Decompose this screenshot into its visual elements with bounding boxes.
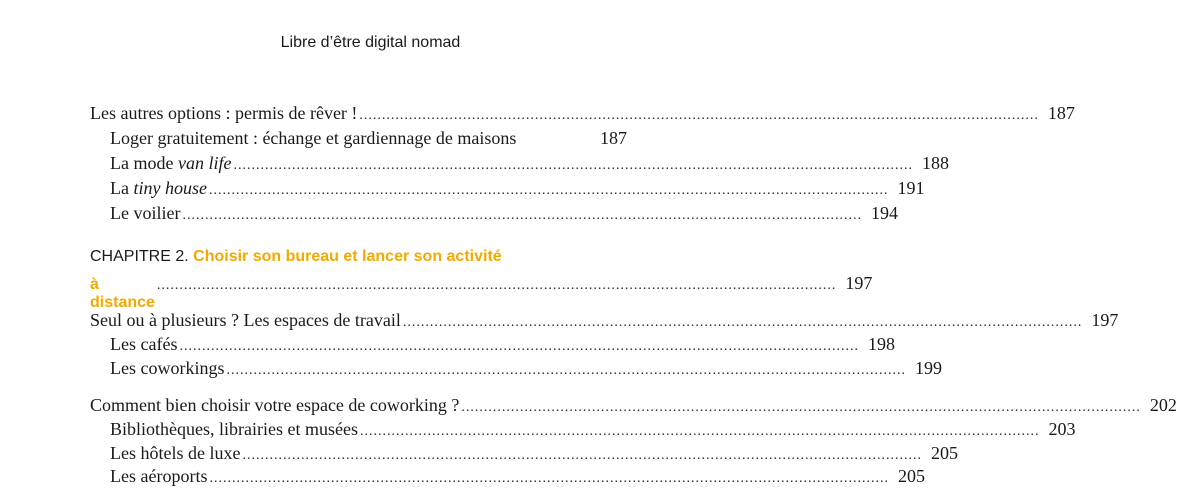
toc-entry-choisir-coworking — [90, 395, 1177, 417]
dot-leader: ....................................................................................................................................................... — [359, 108, 1039, 123]
toc-page-number: 205 — [930, 443, 958, 463]
toc-subentry — [110, 203, 898, 225]
toc-page-number: 187 — [1047, 103, 1075, 123]
toc-page-number: 202 — [1149, 395, 1177, 415]
dot-leader: ....................................................................................................................................................... — [242, 448, 922, 463]
running-head: Libre d’être digital nomad — [280, 34, 461, 51]
toc-subentry — [110, 358, 942, 380]
toc-subentry-title: Les coworkings — [110, 358, 225, 378]
dot-leader: ....................................................................................................................................................... — [179, 339, 859, 354]
toc-chapter-heading — [90, 248, 873, 311]
toc-page-number: 197 — [1091, 310, 1119, 330]
dot-leader: ....................................................................................................................................................... — [233, 158, 913, 173]
toc-page-number: 197 — [845, 273, 873, 293]
dot-leader: ....................................................................................................................................................... — [156, 278, 837, 293]
toc-subentry-title: Le voilier — [110, 203, 181, 223]
chapter-title-continued: à distance — [90, 276, 155, 311]
toc-entry-title: Comment bien choisir votre espace de coworking ? — [90, 395, 460, 415]
dot-leader: ....................................................................................................................................................... — [226, 363, 906, 378]
toc-subentry — [110, 178, 925, 200]
toc-entry-title: Les autres options : permis de rêver ! — [90, 103, 358, 123]
dot-leader: ....................................................................................................................................................... — [402, 315, 1083, 330]
toc-page-number: 187 — [600, 128, 627, 148]
dot-leader: ....................................................................................................................................................... — [208, 183, 889, 198]
chapter-title: Choisir son bureau et lancer son activité — [193, 248, 502, 265]
dot-leader: ....................................................................................................................................................... — [461, 400, 1141, 415]
toc-subentry-title: La mode van life — [110, 153, 232, 173]
toc-subentry-title: Bibliothèques, librairies et musées — [110, 419, 358, 439]
toc-subentry — [110, 153, 949, 175]
chapter-prefix: CHAPITRE 2. — [90, 248, 189, 265]
toc-page-number: 194 — [870, 203, 898, 223]
toc-page-number: 199 — [914, 358, 942, 378]
toc-page-number: 188 — [921, 153, 949, 173]
toc-subentry — [110, 128, 627, 150]
toc-subentry — [110, 466, 925, 488]
toc-subentry-title: Les aéroports — [110, 466, 208, 486]
toc-page-number: 205 — [897, 466, 925, 486]
toc-entry-autres-options — [90, 103, 1075, 125]
toc-subentry-title: La tiny house — [110, 178, 207, 198]
toc-page-number: 203 — [1048, 419, 1076, 439]
dot-leader: ....................................................................................................................................................... — [182, 208, 862, 223]
toc-subentry — [110, 443, 958, 465]
dot-leader: ....................................................................................................................................................... — [359, 424, 1040, 439]
toc-subentry-title: Loger gratuitement : échange et gardiennage de maisons — [110, 128, 517, 148]
toc-subentry — [110, 419, 1076, 441]
toc-subentry — [110, 334, 895, 356]
toc-subentry-title: Les cafés — [110, 334, 178, 354]
toc-page-number: 191 — [897, 178, 925, 198]
toc-entry-title: Seul ou à plusieurs ? Les espaces de travail — [90, 310, 401, 330]
toc-entry-seul-ou-a-plusieurs — [90, 310, 1119, 332]
toc-page-number: 198 — [867, 334, 895, 354]
toc-subentry-title: Les hôtels de luxe — [110, 443, 241, 463]
dot-leader: ....................................................................................................................................................... — [209, 471, 889, 486]
